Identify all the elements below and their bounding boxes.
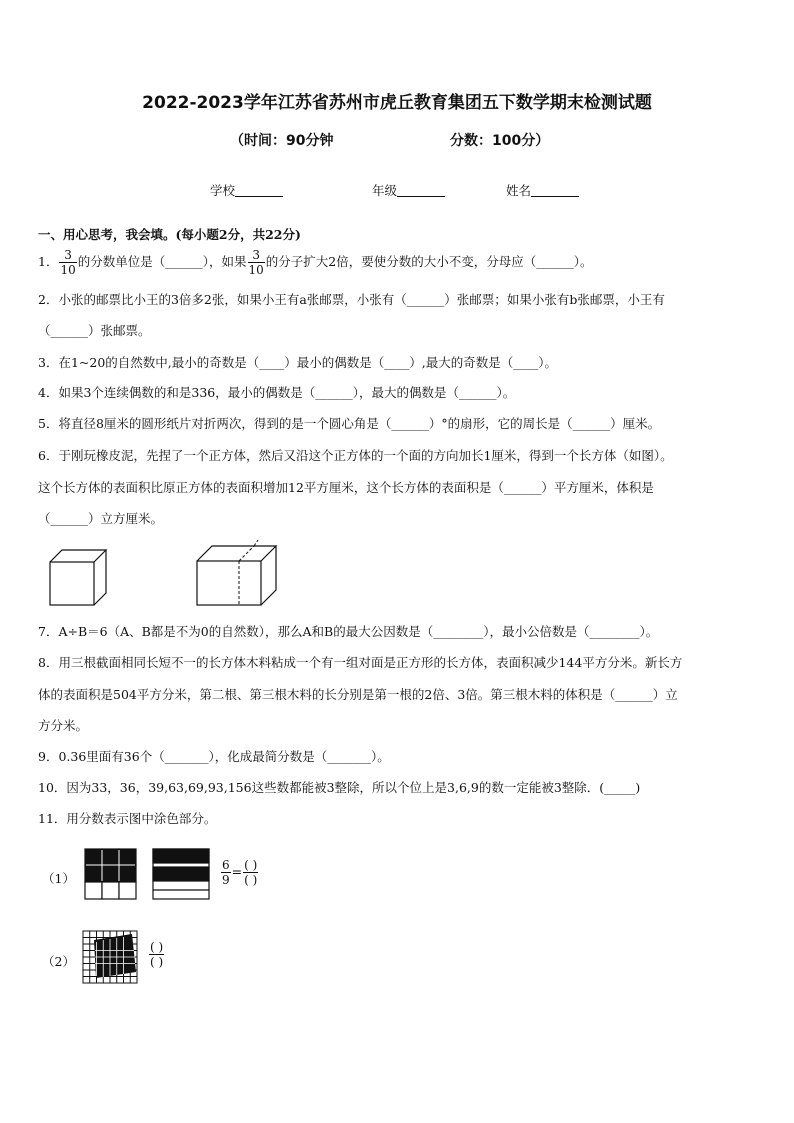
q11-answer-2-den: ( ) bbox=[150, 955, 164, 969]
q1-frac-b-den: 10 bbox=[248, 263, 264, 277]
question-10: 10．因为33，36，39,63,69,93,156这些数都能被3整除，所以个位上是3,6,9的数一定能被3整除．(_____) bbox=[38, 780, 641, 795]
section-heading: 一、用心思考，我会填。(每小题2分，共22分) bbox=[38, 227, 301, 242]
q1-fraction-a bbox=[59, 248, 76, 277]
q1-frac-a-num: 3 bbox=[59, 248, 76, 263]
question-1 bbox=[38, 248, 593, 277]
q11-grid-figure-a bbox=[82, 846, 142, 904]
question-11: 11．用分数表示图中涂色部分。 bbox=[38, 811, 217, 826]
question-9: 9．0.36里面有36个（_______），化成最简分数是（_______）。 bbox=[38, 749, 390, 764]
q11-six-ninths bbox=[221, 858, 231, 887]
q1-prefix: 1． bbox=[38, 254, 59, 269]
school-field bbox=[210, 181, 283, 199]
question-4: 4．如果3个连续偶数的和是336，最小的偶数是（______），最大的偶数是（______）。 bbox=[38, 385, 516, 400]
q11-answer-1-den: ( ) bbox=[244, 873, 258, 887]
q1-fraction-b bbox=[248, 248, 265, 277]
question-3: 3．在1~20的自然数中,最小的奇数是（____）最小的偶数是（____）,最大的奇数是（____）。 bbox=[38, 355, 557, 370]
grade-field bbox=[372, 181, 445, 199]
q11-answer-2-num: ( ) bbox=[150, 940, 164, 954]
q11-equals: = bbox=[231, 864, 243, 879]
exam-title: 2022-2023学年江苏省苏州市虎丘教育集团五下数学期末检测试题 bbox=[142, 93, 652, 113]
question-2-line-1: 2．小张的邮票比小王的3倍多2张，如果小王有a张邮票，小张有（______）张邮票；如果小张有b张邮票，小王有 bbox=[38, 292, 665, 307]
q1-frac-b-num: 3 bbox=[248, 248, 265, 263]
name-blank bbox=[531, 184, 579, 197]
name-label: 姓名 bbox=[506, 183, 532, 198]
score-label: 分数：100分） bbox=[450, 133, 550, 149]
school-blank bbox=[235, 184, 283, 197]
q11-answer-1-num: ( ) bbox=[244, 858, 258, 872]
q11-answer-fraction-1 bbox=[243, 858, 258, 887]
q11-bar-figure-b bbox=[150, 846, 212, 904]
question-7: 7．A÷B＝6（A、B都是不为0的自然数），那么A和B的最大公因数是（________），最小公倍数是（________）。 bbox=[38, 624, 659, 639]
cube-figure bbox=[44, 545, 114, 610]
question-6-line-2: 这个长方体的表面积比原正方体的表面积增加12平方厘米，这个长方体的表面积是（______）平方厘米，体积是 bbox=[38, 480, 654, 495]
question-2-line-2: （______）张邮票。 bbox=[38, 323, 151, 338]
school-label: 学校 bbox=[210, 183, 236, 198]
grade-blank bbox=[397, 184, 445, 197]
question-8-line-3: 方分米。 bbox=[38, 718, 89, 733]
q1-frac-a-den: 10 bbox=[60, 263, 76, 277]
grade-label: 年级 bbox=[372, 183, 398, 198]
time-label: （时间：90分钟 bbox=[230, 133, 334, 149]
q11-answer-fraction-2 bbox=[149, 940, 164, 969]
q11-part-2-label: （2） bbox=[42, 954, 75, 969]
question-8-line-2: 体的表面积是504平方分米，第二根、第三根木料的长分别是第一根的2倍、3倍。第三根木料的体积是（______）立 bbox=[38, 687, 678, 702]
q1-text-a: 的分数单位是（______），如果 bbox=[77, 254, 247, 269]
question-6-line-3: （______）立方厘米。 bbox=[38, 511, 164, 526]
q1-text-b: 的分子扩大2倍，要使分数的大小不变，分母应（______）。 bbox=[265, 254, 593, 269]
question-8-line-1: 8．用三根截面相同长短不一的长方体木料粘成一个有一组对面是正方形的长方体，表面积减少144平方分米。新长方 bbox=[38, 655, 683, 670]
q11-frac-num: 6 bbox=[222, 858, 230, 872]
q11-frac-den: 9 bbox=[222, 873, 230, 887]
cuboid-figure bbox=[192, 538, 282, 610]
q11-shaded-grid-figure bbox=[80, 928, 142, 986]
question-6-line-1: 6．于刚玩橡皮泥，先捏了一个正方体，然后又沿这个正方体的一个面的方向加长1厘米，得到一个长方体（如图）。 bbox=[38, 448, 673, 463]
question-5: 5．将直径8厘米的圆形纸片对折两次，得到的是一个圆心角是（______）°的扇形，它的周长是（______）厘米。 bbox=[38, 416, 661, 431]
q11-part-1-fraction bbox=[220, 858, 259, 887]
name-field bbox=[506, 181, 579, 199]
q11-part-1-label: （1） bbox=[42, 871, 75, 886]
q11-part-2-fraction bbox=[148, 940, 165, 969]
